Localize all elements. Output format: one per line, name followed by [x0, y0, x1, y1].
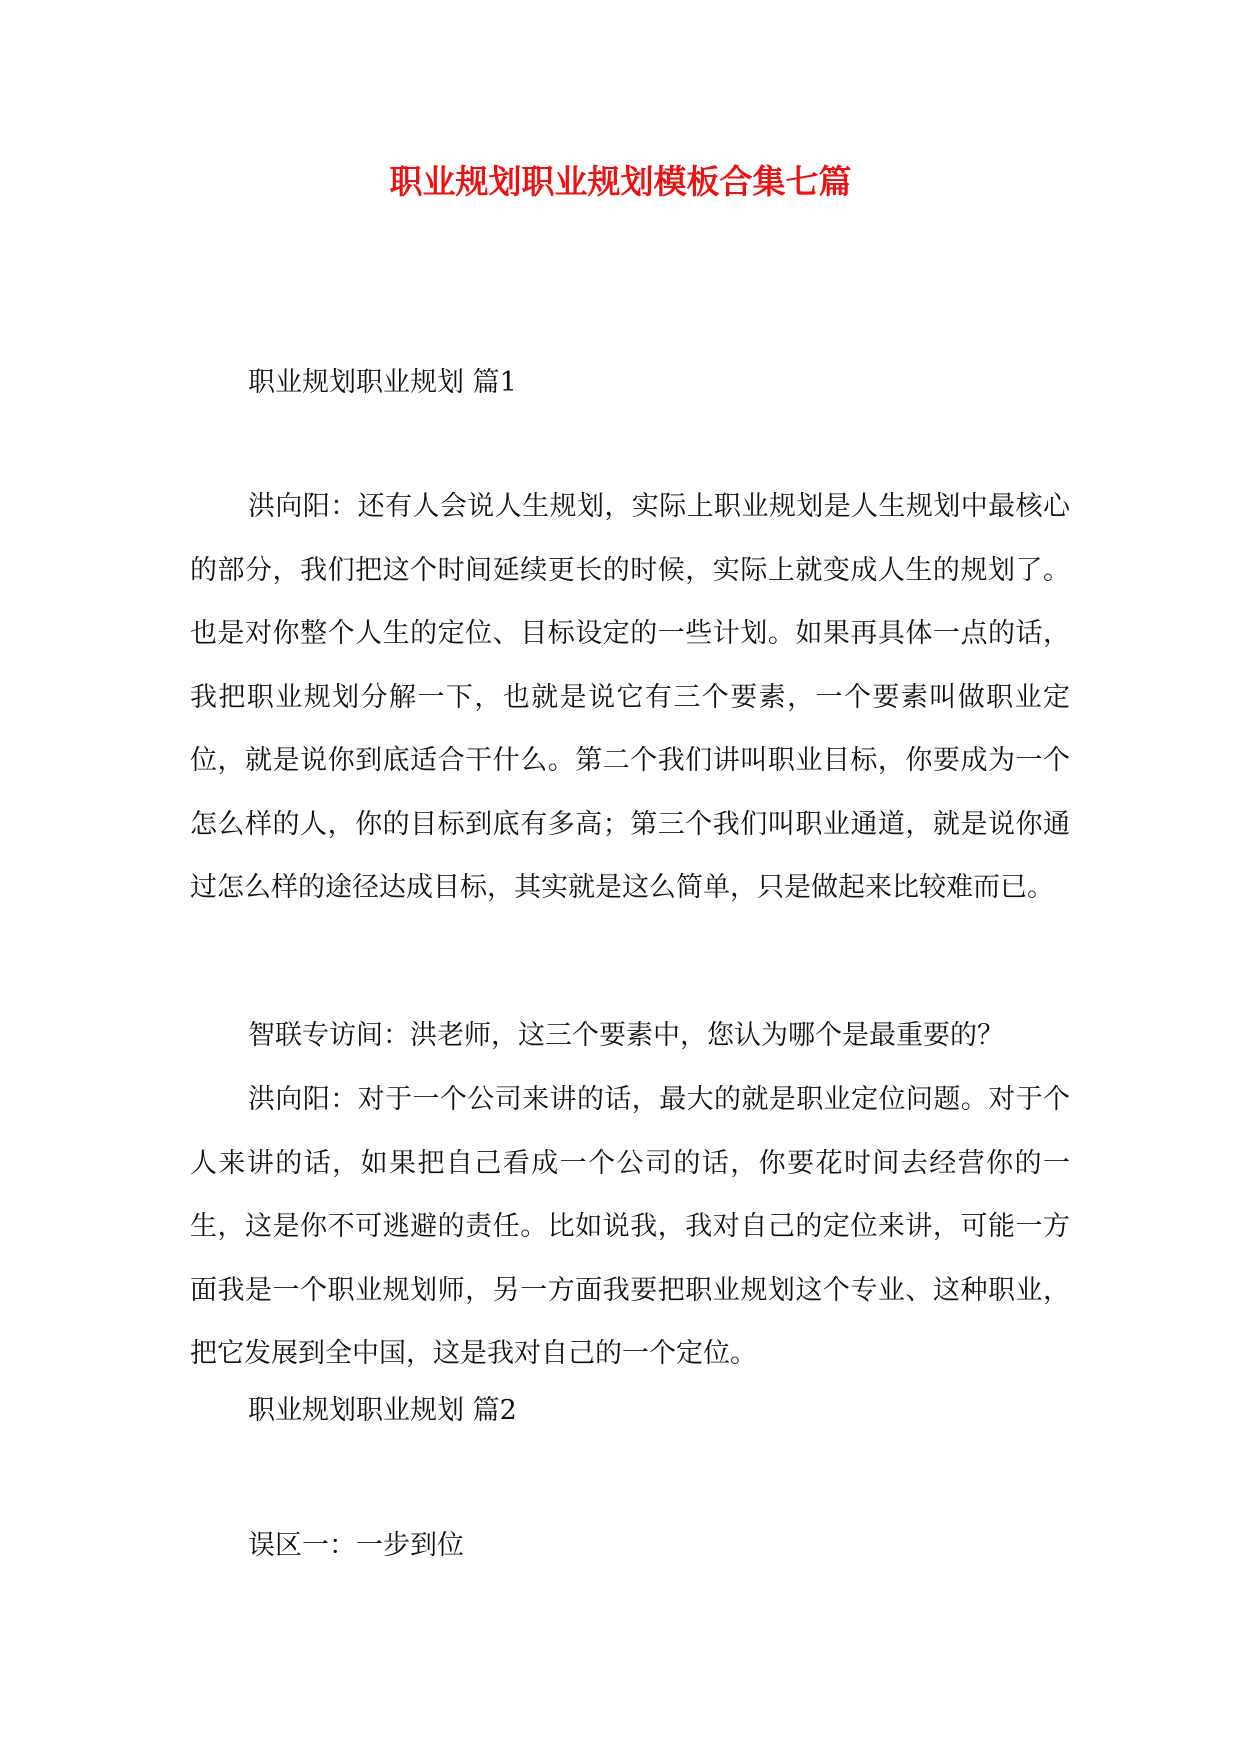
- paragraph-3: 洪向阳：对于一个公司来讲的话，最大的就是职业定位问题。对于个人来讲的话，如果把自己看成一个公司的话，你要花时间去经营你的一生，这是你不可逃避的责任。比如说我，我对自己的定位来讲，可能一方面我是一个职业规划师，另一方面我要把职业规划这个专业、这种职业，把它发展到全中国，这是我对自己的一个定位。: [190, 1084, 1070, 1369]
- section-heading-2: 职业规划职业规划 篇2: [248, 1395, 517, 1426]
- section-heading-1: 职业规划职业规划 篇1: [248, 367, 517, 398]
- document-title: 职业规划职业规划模板合集七篇: [389, 162, 852, 201]
- paragraph-2: 智联专访间：洪老师，这三个要素中，您认为哪个是最重要的？: [248, 1020, 1004, 1051]
- paragraph-1: 洪向阳：还有人会说人生规划，实际上职业规划是人生规划中最核心的部分，我们把这个时间延续更长的时候，实际上就变成人生的规划了。也是对你整个人生的定位、目标设定的一些计划。如果再具体一点的话，我把职业规划分解一下，也就是说它有三个要素，一个要素叫做职业定位，就是说你到底适合干什么。第二个我们讲叫职业目标，你要成为一个怎么样的人，你的目标到底有多高；第三个我们叫职业通道，就是说你通过怎么样的途径达成目标，其实就是这么简单，只是做起来比较难而已。: [190, 491, 1070, 903]
- subheading-misconception-1: 误区一：一步到位: [248, 1530, 464, 1561]
